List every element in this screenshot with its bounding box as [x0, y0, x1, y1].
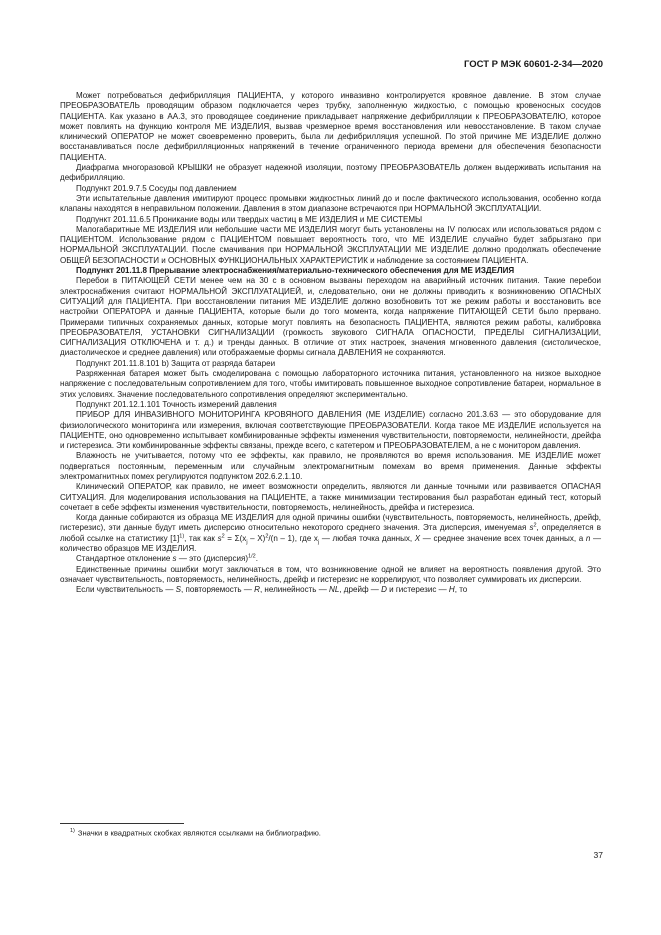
subclause-heading: Подпункт 201.12.1.101 Точность измерений давления [76, 399, 277, 409]
math-var: NL [329, 585, 340, 595]
error-sources-paragraph [60, 585, 601, 595]
text-run: Стандартное отклонение [76, 554, 173, 564]
math-sub: j [317, 539, 320, 546]
std-dev-paragraph: Стандартное отклонение s — это (дисперсия)$^{1/2}$. [76, 553, 258, 564]
text-run: , повторяемость — [181, 585, 255, 595]
text-run: , дрейф — [339, 585, 382, 595]
math-var: D [381, 585, 387, 595]
subclause-heading: Подпункт 201.11.8.101 b) Защита от разряда батареи [76, 358, 276, 368]
math-var: s [217, 533, 222, 543]
math-sup: 1/2 [248, 553, 256, 560]
subclause-heading: Подпункт 201.11.6.5 Проникание воды или твердых частиц в МЕ ИЗДЕЛИЯ и МЕ СИСТЕМЫ [76, 214, 423, 224]
text-run: Если чувствительность — [76, 585, 176, 595]
subclause-heading: Подпункт 201.9.7.5 Сосуды под давлением [76, 183, 237, 193]
math-sub: j [246, 539, 248, 546]
text-run: — любая точка данных, [319, 533, 415, 543]
paragraph: ПРИБОР ДЛЯ ИНВАЗИВНОГО МОНИТОРИНГА КРОВЯНОГО ДАВЛЕНИЯ (МЕ ИЗДЕЛИЕ) согласно 201.3.63 — это оборудование для физиологического мониторинга или измерения, включая соответствующие ПРЕОБРАЗОВАТЕЛИ. Когда такое МЕ ИЗДЕЛИЕ используется на ПАЦИЕНТЕ, оно одновременно испытывает комбинированные эффекты изменения чувствительности, повторяемости, нелинейности, дрейфа и гистерезиса. Эти комбинированные эффекты связаны, прежде всего, с катетером и ПРЕОБРАЗОВАТЕЛЕМ, а не с монитором давления. [60, 410, 601, 451]
paragraph: Диафрагма многоразовой КРЫШКИ не образует надежной изоляции, поэтому ПРЕОБРАЗОВАТЕЛЬ должен выдерживать испытания на дефибрилляцию. [60, 163, 601, 183]
page-number: 37 [593, 850, 603, 860]
footnote-divider [60, 823, 184, 824]
math-var: S [175, 585, 182, 595]
document-body [60, 91, 601, 596]
paragraph: Может потребоваться дефибрилляция ПАЦИЕНТА, у которого инвазивно контролируется кровяное давление. В этом случае ПРЕОБРАЗОВАТЕЛЬ проводящим образом подключается через трубку, заполненную жидкостью, с помощью кровеносных сосудов ПАЦИЕНТА. Как указано в АА.3, это проводящее соединение прикладывает напряжение дефибрилляции к ПРЕОБРАЗОВАТЕЛЮ, которое может повлиять на функцию контроля МЕ ИЗДЕЛИЯ, вызвав чрезмерное время восстановления или невосстановление. В таком случае клинический ОПЕРАТОР не может своевременно проверить, была ли дефибрилляция успешной. По этой причине МЕ ИЗДЕЛИЕ должно восстанавливаться после дефибрилляционных напряжений в течение ограниченного периода времени для обеспечения безопасности ПАЦИЕНТА. [60, 91, 601, 162]
text-run: — среднее значение всех точек данных, а [420, 533, 586, 543]
math-var: s [529, 523, 534, 533]
footnote [60, 828, 321, 838]
paragraph: Влажность не учитывается, потому что ее эффекты, как правило, не проявляются во время использования. МЕ ИЗДЕЛИЕ может подвергаться постоянным, переменным или случайным электромагнитным помехам во время применения. Данные эффекты электромагнитных помех регулируются подпунктом 202.6.2.1.10. [60, 451, 601, 481]
math-var: n [585, 533, 591, 543]
math-var: R [254, 585, 260, 595]
math-sup: 2 [265, 533, 269, 540]
paragraph: Перебои в ПИТАЮЩЕЙ СЕТИ менее чем на 30 с в основном вызваны переходом на аварийный источник питания. Такие перебои электроснабжения считают НОРМАЛЬНОЙ ЭКСПЛУАТАЦИЕЙ, и, следовательно, они не должны приводить к возникновению ОПАСНЫХ СИТУАЦИЙ для ПАЦИЕНТА. При восстановлении питания МЕ ИЗДЕЛИЕ должно возобновить тот же режим работы и восстановить все настройки ОПЕРАТОРА и данные ПАЦИЕНТА, которые были до того момента, когда напряжение ПИТАЮЩЕЙ СЕТИ было прервано. Примерами типичных сохраняемых данных, которые могут повлиять на безопасность ПАЦИЕНТА, являются режим работы, калибровка ПРЕОБРАЗОВАТЕЛЯ, УСТАНОВКИ СИГНАЛИЗАЦИИ (громкость звукового СИГНАЛА ОПАСНОСТИ, ПРЕДЕЛЫ СИГНАЛИЗАЦИИ, СИГНАЛИЗАЦИЯ ОТКЛЮЧЕНА и т. д.) и тренды данных. В отличие от этих настроек, значения мгновенного давления (систолическое, диастолическое и среднее давления) или отображаемые формы сигнала ДАВЛЕНИЯ не сохраняются. [60, 276, 601, 358]
footnote-text: Значки в квадратных скобках являются ссылками на библиографию. [77, 828, 321, 838]
text-run: и гистерезис — [386, 585, 449, 595]
paragraph: Разряженная батарея может быть смоделирована с помощью лабораторного источника питания, установленного на низкое выходное напряжение с последовательным сопротивлением для того, чтобы имитировать повышенное выходное сопротивление батареи, нормальное в этих условиях. Значение последовательного сопротивления определяют экспериментально. [60, 369, 601, 399]
text-run: , нелинейность — [259, 585, 330, 595]
paragraph: Эти испытательные давления имитируют процесс промывки жидкостных линий до и после фактического использования, особенно когда клапаны находятся в неправильном положении. Давления в этом диапазоне встречаются при НОРМАЛЬНОЙ ЭКСПЛУАТАЦИИ. [60, 193, 601, 214]
math-var: s [172, 554, 177, 564]
paragraph: Малогабаритные МЕ ИЗДЕЛИЯ или небольшие части МЕ ИЗДЕЛИЯ могут быть установлены на IV полюсах или использоваться рядом с ПАЦИЕНТОМ. Использование рядом с ПАЦИЕНТОМ повышает вероятность того, что МЕ ИЗДЕЛИЕ случайно будет забрызгано при НОРМАЛЬНОЙ ЭКСПЛУАТАЦИИ. После смачивания при НОРМАЛЬНОЙ ЭКСПЛУАТАЦИИ МЕ ИЗДЕЛИЕ должно продолжать обеспечение ОБЩЕЙ БЕЗОПАСНОСТИ и ОСНОВНЫХ ФУНКЦИОНАЛЬНЫХ ХАРАКТЕРИСТИК и наблюдение за состоянием ПАЦИЕНТА. [60, 224, 601, 265]
subclause-heading-bold: Подпункт 201.11.8 Прерывание электроснабжения/материально-технического обеспечения для МЕ ИЗДЕЛИЯ [76, 266, 515, 276]
paragraph: Единственные причины ошибки могут заключаться в том, что возникновение одной не влияет на вероятность появления другой. Это означает чувствительность, повторяемость, нелинейность, дрейф и гистерезис не коррелируют, что позволяет суммировать их дисперсии. [60, 564, 601, 584]
variance-paragraph [60, 513, 601, 554]
text-run: — количество образцов МЕ ИЗДЕЛИЯ. [60, 533, 602, 554]
text-run: , так как [184, 533, 218, 543]
math-formula: /(n – 1), где x [268, 533, 318, 543]
paragraph: Клинический ОПЕРАТОР, как правило, не имеет возможности определить, являются ли данные точными или развивается ОПАСНАЯ СИТУАЦИЯ. Для моделирования использования на ПАЦИЕНТЕ, а также минимизации тестирования был разработан единый тест, который сочетает в себе эффекты изменения чувствительности, повторяемость, нелинейность, дрейфа и гистерезиса. [60, 482, 601, 512]
text-run: Когда данные собираются из образца МЕ ИЗДЕЛИЯ для одной причины ошибки (чувствительность, повторяемость, нелинейность, дрейф, гистерезис), эти данные будут иметь дисперсию относительно некоторого среднего значения. Эта дисперсия, именуемая [60, 513, 601, 533]
footnote-ref: 1) [179, 533, 185, 540]
math-sup: 2 [221, 533, 225, 540]
math-var: X [414, 533, 421, 543]
footnote-number: 1) [70, 828, 75, 834]
math-var: H [448, 585, 455, 595]
document-header: ГОСТ Р МЭК 60601-2-34—2020 [463, 59, 603, 70]
math-formula: – X) [247, 533, 266, 543]
math-sup: 2 [533, 522, 537, 529]
math-formula: = Σ(x [224, 533, 247, 543]
text-run: , то [454, 585, 468, 595]
text-run: — это (дисперсия) [176, 554, 249, 564]
text-run: , определяется в любой ссылке на статистику [1] [60, 523, 601, 543]
